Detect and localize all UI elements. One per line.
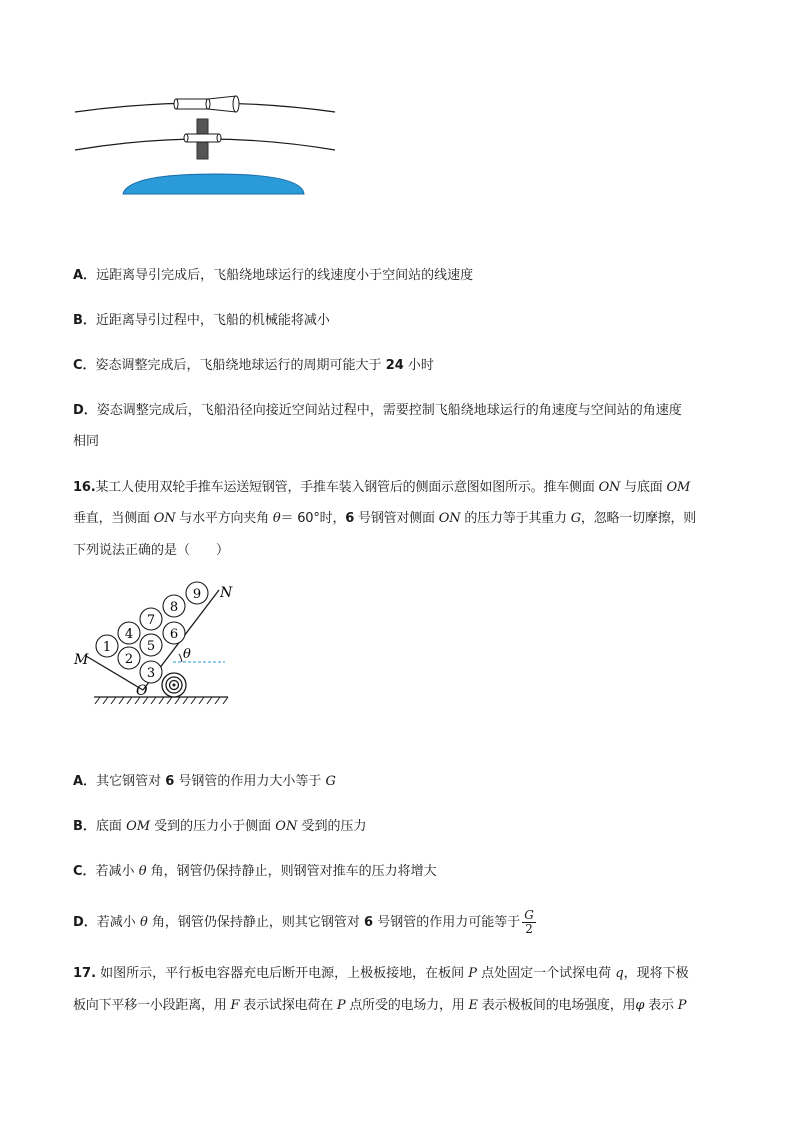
space-station: [174, 96, 239, 112]
pipe-label-5: 5: [146, 639, 156, 654]
earth-shape: [123, 174, 304, 194]
q17-stem-line-1: 17. 如图所示，平行板电容器充电后断开电源，上极板接地，在板间 P 点处固定一个试探电荷 q，现将下极: [73, 966, 689, 981]
pipe-2: [118, 647, 140, 669]
q16-option-c: C．若减小 θ 角，钢管仍保持静止，则钢管对推车的压力将增大: [73, 864, 437, 879]
q16-option-d: D．若减小 θ 角，钢管仍保持静止，则其它钢管对 6 号钢管的作用力可能等于 $\frac{G}{2}$: [73, 908, 534, 936]
pipe-3: [140, 661, 162, 683]
pipe-label-6: 6: [169, 627, 179, 642]
ground-hatching: [95, 697, 228, 704]
label-theta: θ: [183, 647, 191, 662]
q15-option-b: B．近距离导引过程中，飞船的机械能将减小: [73, 313, 330, 328]
label-o: O: [136, 683, 148, 699]
q16-stem-line-3: 下列说法正确的是（ ）: [73, 543, 230, 558]
angle-arc: [179, 654, 182, 662]
pipe-4: [118, 622, 140, 644]
pipe-label-7: 7: [146, 613, 156, 628]
q15-option-d-cont: 相同: [73, 434, 100, 449]
cart-pipes-figure: [70, 578, 240, 708]
fraction-g-over-2: $\frac{G}{2}$: [524, 908, 534, 936]
pipe-label-2: 2: [124, 652, 134, 667]
pipe-label-1: 1: [102, 640, 112, 655]
q16-option-b: B．底面 OM 受到的压力小于侧面 ON 受到的压力: [73, 819, 367, 834]
pipe-9: [186, 582, 208, 604]
pipe-label-3: 3: [146, 666, 156, 681]
q15-option-d: D．姿态调整完成后，飞船沿径向接近空间站过程中，需要控制飞船绕地球运行的角速度与空间站的角速度: [73, 403, 682, 418]
orbit-figure: [70, 88, 340, 200]
pipe-5: [140, 634, 162, 656]
pipe-label-9: 9: [192, 587, 202, 602]
pipe-6: [163, 622, 185, 644]
q17-stem-line-2: 板向下平移一小段距离，用 F 表示试探电荷在 P 点所受的电场力，用 E 表示极板间的电场强度，用φ 表示 P: [73, 998, 687, 1013]
pipe-label-4: 4: [124, 627, 134, 642]
pipe-8: [163, 595, 185, 617]
q15-option-a: A．远距离导引完成后，飞船绕地球运行的线速度小于空间站的线速度: [73, 268, 474, 283]
q15-option-c: C．姿态调整完成后，飞船绕地球运行的周期可能大于 24 小时: [73, 358, 434, 373]
wheel: [162, 673, 186, 697]
label-n: N: [220, 585, 233, 601]
q16-option-a: A．其它钢管对 6 号钢管的作用力大小等于 G: [73, 774, 336, 789]
spacecraft: [184, 119, 221, 159]
q16-stem-line-1: 16.某工人使用双轮手推车运送短钢管，手推车装入钢管后的侧面示意图如图所示。推车侧面 ON 与底面 OM: [73, 480, 691, 495]
pipe-1: [96, 635, 118, 657]
pipe-label-8: 8: [169, 600, 179, 615]
pipe-7: [140, 608, 162, 630]
label-m: M: [74, 652, 89, 668]
q16-stem-line-2: 垂直，当侧面 ON 与水平方向夹角 θ＝ 60°时，6 号钢管对侧面 ON 的压力等于其重力 G，忽略一切摩擦，则: [73, 511, 697, 526]
